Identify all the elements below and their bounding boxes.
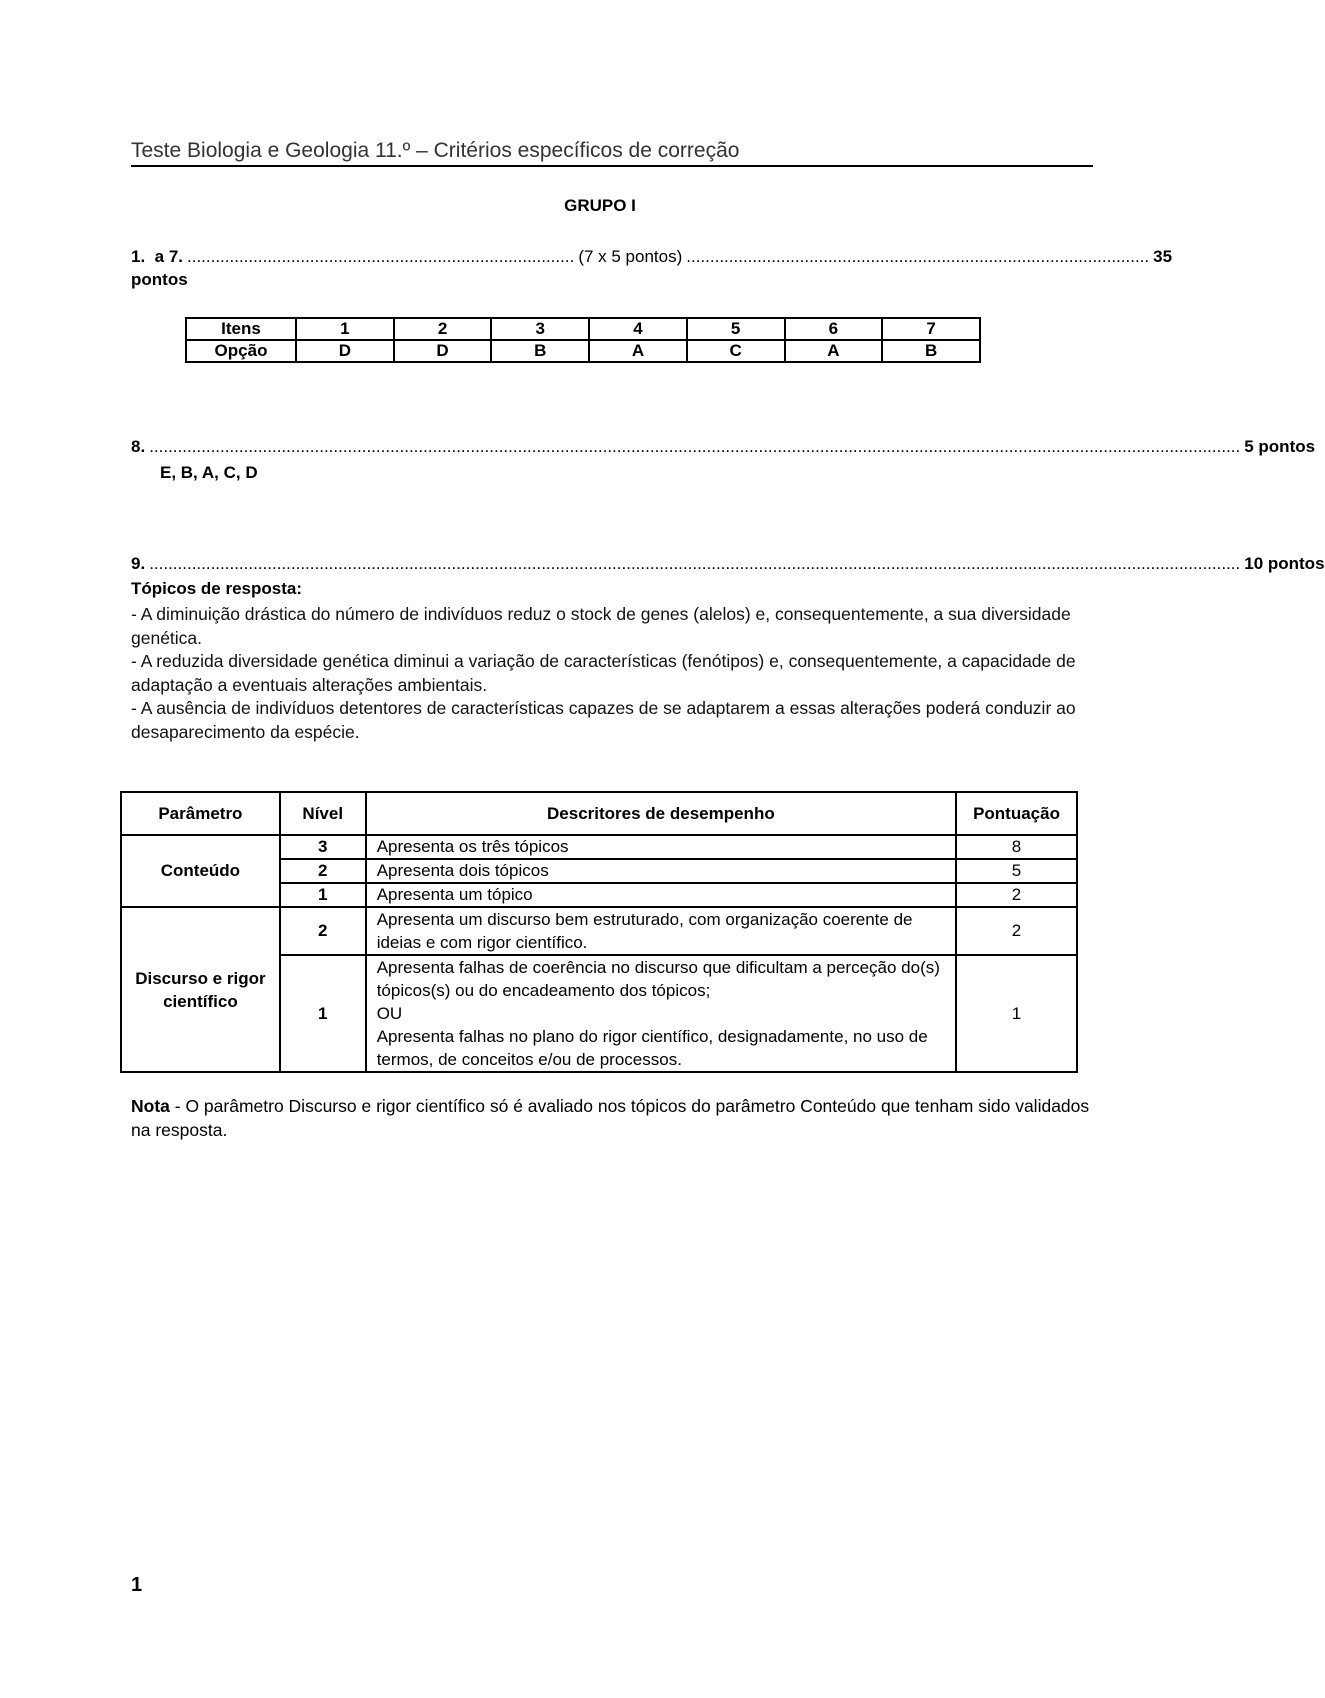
rubric-header-score: Pontuação — [956, 792, 1077, 835]
leader-dots: ....................................................................................................................................................................................................................................... — [149, 437, 1241, 456]
rubric-descriptor-part: Apresenta falhas no plano do rigor científico, designadamente, no uso de termos, de conceitos e/ou de processos. — [376, 1027, 928, 1069]
answer-key-option: D — [394, 340, 492, 362]
question-8-points: 5 pontos — [1244, 437, 1316, 456]
answer-key-item: 1 — [296, 318, 394, 340]
answer-key-items-row — [186, 318, 980, 340]
question-8-line — [131, 437, 1316, 457]
rubric-header-descriptors: Descritores de desempenho — [366, 792, 956, 835]
rubric-score: 5 — [956, 859, 1077, 883]
question-1-7-range: a 7. — [154, 247, 183, 266]
rubric-score: 2 — [956, 883, 1077, 907]
answer-key-option: D — [296, 340, 394, 362]
rubric-descriptor: Apresenta dois tópicos — [366, 859, 956, 883]
rubric-level: 3 — [280, 835, 366, 859]
note-text: - O parâmetro Discurso e rigor científico só é avaliado nos tópicos do parâmetro Conteúdo que tenham sido validados na resposta. — [131, 1096, 1090, 1140]
question-1-7-points-unit: pontos — [131, 270, 188, 289]
answer-key-item: 7 — [882, 318, 980, 340]
rubric-parameter-discourse: Discurso e rigor científico — [121, 907, 280, 1072]
document-header-title: Teste Biologia e Geologia 11.º – Critérios específicos de correção — [131, 139, 1093, 167]
answer-key-table — [185, 317, 981, 363]
rubric-descriptor: Apresenta os três tópicos — [366, 835, 956, 859]
rubric-row — [121, 907, 1077, 955]
answer-key-option: A — [785, 340, 883, 362]
answer-key-item: 5 — [687, 318, 785, 340]
rubric-descriptor-part: Apresenta falhas de coerência no discurso que dificultam a perceção do(s) tópicos(s) ou do encadeamento dos tópicos; — [376, 958, 940, 1000]
note-label: Nota — [131, 1096, 170, 1116]
page-number: 1 — [131, 1574, 143, 1596]
leader-dots: ....................................................................................................................................................................................................................................... — [149, 554, 1241, 573]
group-title: GRUPO I — [564, 196, 636, 215]
answer-key-item: 6 — [785, 318, 883, 340]
rubric-header-level: Nível — [280, 792, 366, 835]
rubric-level: 1 — [280, 883, 366, 907]
question-1-7-points: 35 — [1153, 247, 1173, 266]
rubric-level: 1 — [280, 955, 366, 1072]
answer-key-row-header: Itens — [186, 318, 296, 340]
question-9-points: 10 pontos — [1244, 554, 1325, 573]
rubric-level: 2 — [280, 859, 366, 883]
question-9-number: 9. — [131, 554, 146, 573]
leader-dots: .................................................................................. — [187, 247, 575, 266]
rubric-table — [120, 791, 1078, 1073]
answer-key-option: B — [491, 340, 589, 362]
answer-key-option: C — [687, 340, 785, 362]
note — [131, 1095, 1091, 1142]
question-9-line — [131, 554, 1325, 574]
question-1-7-scoring: (7 x 5 pontos) — [578, 247, 683, 266]
rubric-score: 2 — [956, 907, 1077, 955]
question-1-7-line — [131, 247, 1173, 267]
answer-key-item: 4 — [589, 318, 687, 340]
answer-key-row-header: Opção — [186, 340, 296, 362]
answer-key-option: B — [882, 340, 980, 362]
answer-key-item: 3 — [491, 318, 589, 340]
rubric-level: 2 — [280, 907, 366, 955]
topic-item: - A diminuição drástica do número de indivíduos reduz o stock de genes (alelos) e, consequentemente, a sua diversidade genética. — [131, 604, 1071, 648]
rubric-row — [121, 835, 1077, 859]
answer-key-options-row — [186, 340, 980, 362]
rubric-descriptor: Apresenta um discurso bem estruturado, com organização coerente de ideias e com rigor científico. — [366, 907, 956, 955]
question-8-number: 8. — [131, 437, 146, 456]
leader-dots: .................................................................................................. — [686, 247, 1150, 266]
topics-list — [131, 603, 1091, 744]
answer-key-option: A — [589, 340, 687, 362]
rubric-parameter-content: Conteúdo — [121, 835, 280, 907]
answer-key-item: 2 — [394, 318, 492, 340]
topic-item: - A reduzida diversidade genética diminui a variação de características (fenótipos) e, consequentemente, a capacidade de adaptação a eventuais alterações ambientais. — [131, 651, 1076, 695]
rubric-header-parameter: Parâmetro — [121, 792, 280, 835]
rubric-header-row — [121, 792, 1077, 835]
rubric-descriptor: Apresenta um tópico — [366, 883, 956, 907]
rubric-descriptor-or: OU — [376, 1004, 403, 1023]
topic-item: - A ausência de indivíduos detentores de características capazes de se adaptarem a essas alterações poderá conduzir ao desaparecimento da espécie. — [131, 698, 1076, 742]
question-8-answer: E, B, A, C, D — [160, 463, 258, 482]
rubric-score: 8 — [956, 835, 1077, 859]
rubric-descriptor — [366, 955, 956, 1072]
rubric-score: 1 — [956, 955, 1077, 1072]
question-1-7-number: 1. — [131, 247, 146, 266]
topics-title: Tópicos de resposta: — [131, 579, 302, 598]
